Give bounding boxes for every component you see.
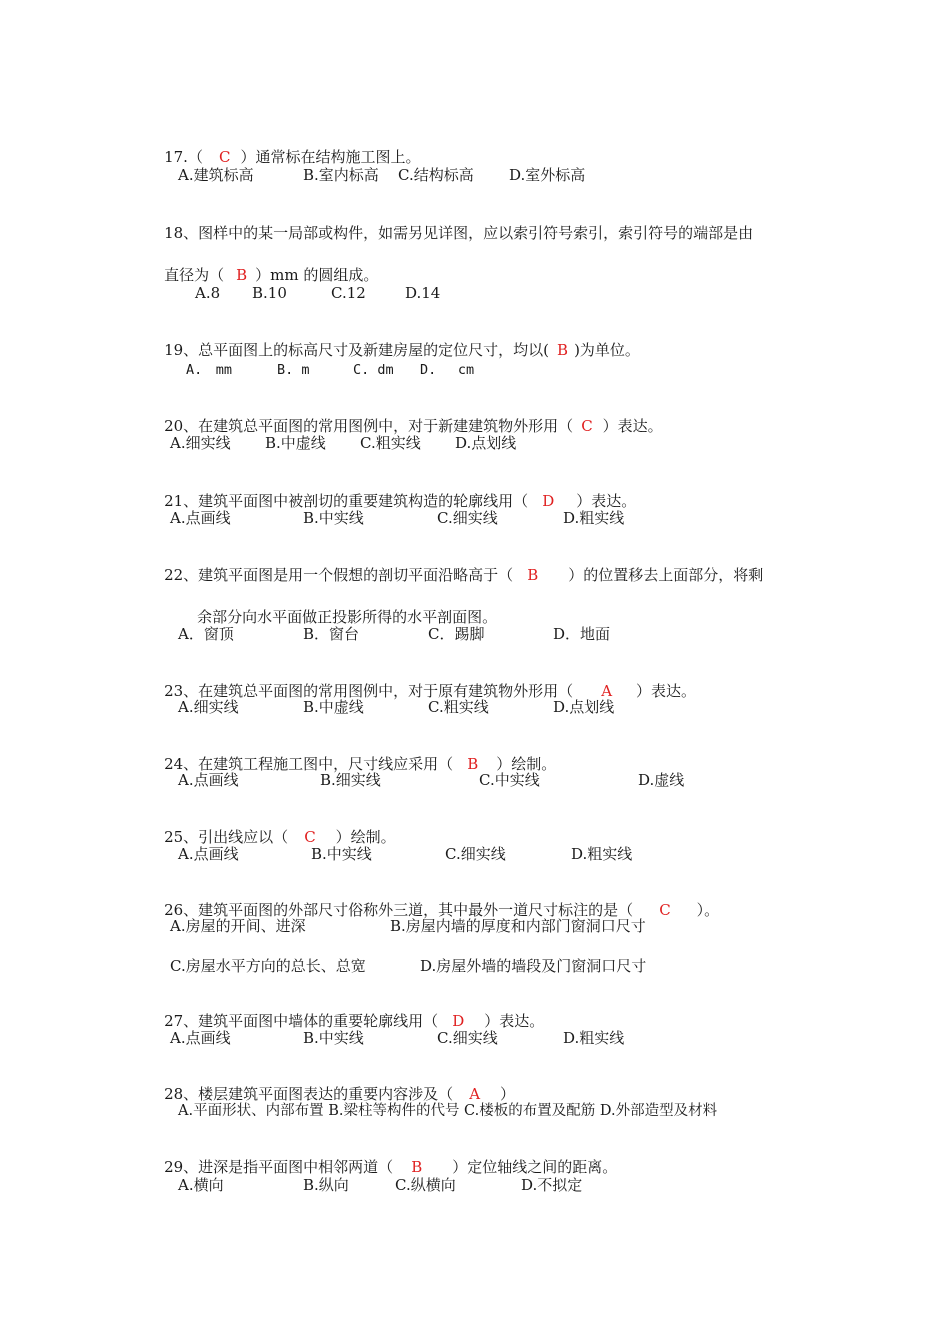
question-text: ） [500,1085,516,1103]
option: C.细实线 [437,509,498,527]
option: D.粗实线 [563,1029,625,1047]
question-number: 29、 [164,1158,199,1176]
question-18-cont [145,245,379,284]
option: C.纵横向 [395,1176,456,1194]
option: A.横向 [178,1176,224,1194]
question-number: 25、 [164,828,199,846]
question-text: 建筑平面图是用一个假想的剖切平面沿略高于（ [198,566,514,584]
option: A.细实线 [178,698,239,716]
option: D.室外标高 [509,166,586,184]
question-text: 楼层建筑平面图表达的重要内容涉及（ [198,1085,454,1103]
option: C. dm [353,362,394,378]
question-text: 总平面图上的标高尺寸及新建房屋的定位尺寸，均以( [198,341,550,359]
question-text: 建筑平面图中墙体的重要轮廓线用（ [198,1012,439,1030]
question-text: 在建筑总平面图的常用图例中，对于新建建筑物外形用（ [198,417,574,435]
question-24 [145,734,557,773]
question-text: ）表达。 [636,682,697,700]
question-26 [145,880,720,919]
answer-mark: C [581,417,593,435]
question-text: ）绘制。 [496,755,557,773]
answer-mark: C [218,148,231,166]
question-text: ）的位置移去上面部分，将剩 [568,566,764,584]
option: B.细实线 [320,771,381,789]
question-22-cont [178,587,498,626]
option: C.细实线 [437,1029,498,1047]
question-number: 23、 [164,682,199,700]
answer-mark: A [469,1085,481,1103]
question-text: 在建筑总平面图的常用图例中，对于原有建筑物外形用（ [198,682,574,700]
option: C.细实线 [445,845,506,863]
answer-mark: B [411,1158,423,1176]
option: C.结构标高 [398,166,474,184]
question-25 [145,807,396,846]
question-28 [145,1064,516,1103]
question-number: 20、 [164,417,199,435]
question-number: 18、 [164,224,199,242]
question-22 [145,545,764,584]
question-number: 26、 [164,901,199,919]
answer-mark: D [542,492,555,510]
option: A.点画线 [170,509,231,527]
question-text: 直径为（ [164,266,225,284]
option: D.14 [405,284,441,302]
option: A.点画线 [178,845,239,863]
question-text: （ [187,148,203,166]
option: B.中实线 [303,509,364,527]
option: A.细实线 [170,434,231,452]
question-text: ）。 [696,901,720,919]
question-number: 17. [164,148,188,166]
option: B.中实线 [311,845,372,863]
option: A．窗顶 [178,625,234,643]
question-23 [145,661,697,700]
answer-mark: A [601,682,613,700]
option: A.8 [195,284,221,302]
question-17 [145,127,421,166]
option: B.中实线 [303,1029,364,1047]
question-number: 22、 [164,566,199,584]
question-number: 27、 [164,1012,199,1030]
question-text: 余部分向水平面做正投影所得的水平剖面图。 [197,608,498,626]
option: A.房屋的开间、进深 [170,917,306,935]
answer-mark: B [557,341,569,359]
answer-mark: B [527,566,539,584]
option: D.点划线 [553,698,615,716]
question-number: 28、 [164,1085,199,1103]
option: A.点画线 [170,1029,231,1047]
option: B.房屋内墙的厚度和内部门窗洞口尺寸 [390,917,646,935]
question-20 [145,396,663,435]
question-text: 建筑平面图的外部尺寸俗称外三道，其中最外一道尺寸标注的是（ [198,901,634,919]
option: A.点画线 [178,771,239,789]
question-text: 建筑平面图中被剖切的重要建筑构造的轮廓线用（ [198,492,529,510]
option: D.粗实线 [563,509,625,527]
question-text: ）定位轴线之间的距离。 [452,1158,618,1176]
option: D.粗实线 [571,845,633,863]
option: C.粗实线 [428,698,489,716]
question-19 [145,320,640,359]
question-18 [145,203,754,242]
answer-mark: C [659,901,671,919]
question-text: ）绘制。 [335,828,396,846]
option: C．踢脚 [428,625,485,643]
question-text: 进深是指平面图中相邻两道（ [198,1158,394,1176]
option: A. mm [186,362,233,378]
option: B.中虚线 [265,434,326,452]
question-text: 引出线应以（ [198,828,289,846]
option: A.平面形状、内部布置 B.梁柱等构件的代号 C.楼板的布置及配筋 D.外部造型及材料 [178,1103,718,1119]
option: C.12 [331,284,366,302]
question-text: ）通常标在结构施工图上。 [240,148,421,166]
option: C.中实线 [479,771,540,789]
question-text: 在建筑工程施工图中，尺寸线应采用（ [198,755,454,773]
question-text: 图样中的某一局部或构件，如需另见详图，应以索引符号索引，索引符号的端部是由 [198,224,754,242]
question-number: 24、 [164,755,199,773]
question-29 [145,1137,618,1176]
option: D.不拟定 [521,1176,583,1194]
option: B.纵向 [303,1176,349,1194]
question-text: ）表达。 [484,1012,545,1030]
question-number: 21、 [164,492,199,510]
question-text: )为单位。 [574,341,640,359]
option: B.10 [252,284,287,302]
option: C.粗实线 [360,434,421,452]
question-text: ）表达。 [602,417,663,435]
answer-mark: B [236,266,248,284]
option: B.室内标高 [303,166,379,184]
question-text: ）表达。 [576,492,637,510]
answer-mark: C [304,828,316,846]
question-21 [145,471,637,510]
option: D. cm [420,362,475,378]
option: B. m [277,362,310,378]
answer-mark: D [452,1012,465,1030]
option: D.虚线 [638,771,685,789]
question-text: ）mm 的圆组成。 [255,266,379,284]
question-27 [145,991,545,1030]
option: A.建筑标高 [178,166,254,184]
option: D．地面 [553,625,611,643]
option: B．窗台 [303,625,360,643]
option: B.中虚线 [303,698,364,716]
question-number: 19、 [164,341,199,359]
option: D.房屋外墙的墙段及门窗洞口尺寸 [420,957,647,975]
option: C.房屋水平方向的总长、总宽 [170,957,366,975]
option: D.点划线 [455,434,517,452]
answer-mark: B [467,755,479,773]
